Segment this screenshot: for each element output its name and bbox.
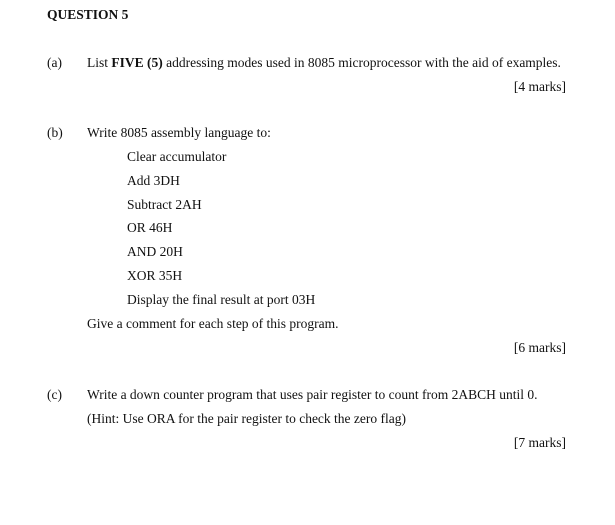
part-c-label: (c): [47, 387, 62, 402]
part-b-comment: Give a comment for each step of this program.: [87, 316, 339, 331]
part-b-step: Add 3DH: [127, 173, 180, 188]
part-b-step: XOR 35H: [127, 268, 183, 283]
part-b-intro: Write 8085 assembly language to:: [87, 125, 271, 140]
part-c-marks: [7 marks]: [513, 435, 566, 450]
part-c-line1: Write a down counter program that uses pair register to count from 2ABCH until 0.: [87, 387, 538, 402]
part-a-text-bold: FIVE (5): [111, 55, 163, 70]
part-b-label: (b): [47, 125, 63, 140]
part-a-label: (a): [47, 55, 62, 70]
part-b-marks: [6 marks]: [513, 340, 566, 355]
part-a-question: [87, 55, 561, 71]
part-b-step: Subtract 2AH: [127, 197, 202, 212]
part-a-text-after: addressing modes used in 8085 microprocessor with the aid of examples.: [162, 55, 561, 70]
part-b-step: Display the final result at port 03H: [127, 292, 316, 307]
part-a-marks: [4 marks]: [513, 79, 566, 94]
part-b-step: OR 46H: [127, 220, 173, 235]
question-title: QUESTION 5: [47, 7, 129, 22]
part-a-text-before: List: [87, 55, 112, 70]
part-c-line2: (Hint: Use ORA for the pair register to check the zero flag): [87, 411, 407, 426]
part-b-step: AND 20H: [127, 244, 183, 259]
part-b-step: Clear accumulator: [127, 149, 227, 164]
